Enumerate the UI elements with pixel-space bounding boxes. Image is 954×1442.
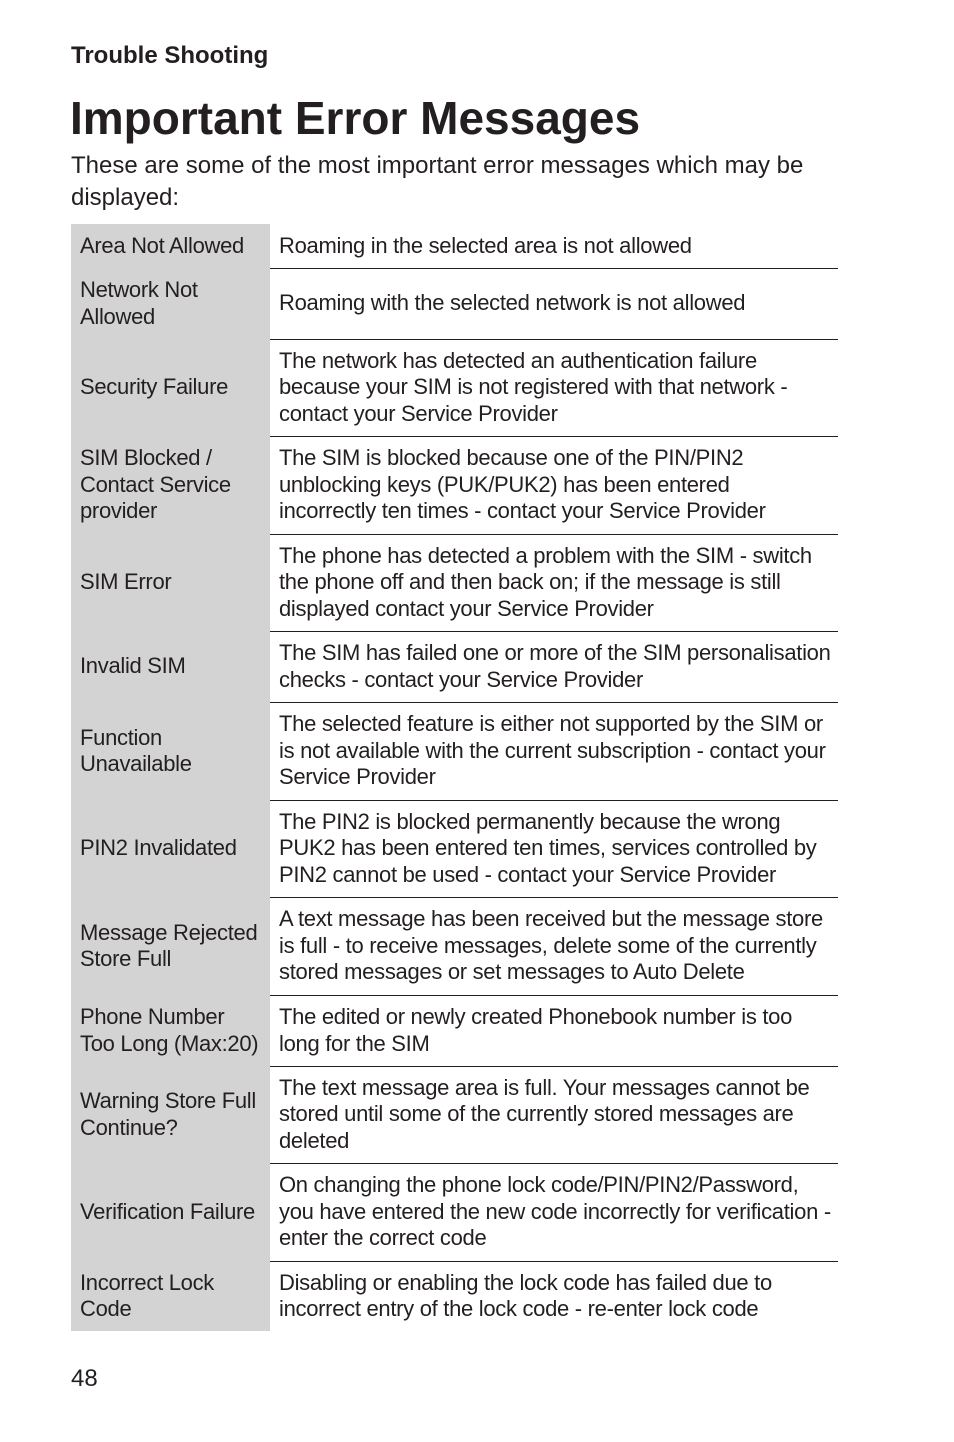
error-name: Network Not Allowed bbox=[71, 268, 270, 339]
table-row bbox=[71, 436, 838, 534]
error-description: The edited or newly created Phonebook number is too long for the SIM bbox=[270, 995, 838, 1066]
error-description: The PIN2 is blocked permanently because the wrong PUK2 has been entered ten times, services controlled by PIN2 cannot be used - contact your Service Provider bbox=[270, 800, 838, 897]
table-row bbox=[71, 1261, 838, 1331]
error-description: Roaming with the selected network is not allowed bbox=[270, 268, 838, 339]
error-name: Message Rejected Store Full bbox=[71, 897, 270, 995]
table-row bbox=[71, 339, 838, 436]
error-name: SIM Blocked / Contact Service provider bbox=[71, 436, 270, 534]
page-title: Important Error Messages bbox=[70, 92, 641, 144]
error-name: Area Not Allowed bbox=[71, 224, 270, 268]
error-description: The phone has detected a problem with the SIM - switch the phone off and then back on; if the message is still displayed contact your Service Provider bbox=[270, 534, 838, 631]
table-row bbox=[71, 800, 838, 897]
table-row bbox=[71, 1163, 838, 1261]
table-row bbox=[71, 897, 838, 995]
table-row bbox=[71, 268, 838, 339]
section-label: Trouble Shooting bbox=[71, 42, 269, 69]
table-row bbox=[71, 224, 838, 268]
error-description: Roaming in the selected area is not allowed bbox=[270, 224, 838, 268]
error-name: Security Failure bbox=[71, 339, 270, 436]
error-messages-table bbox=[71, 224, 838, 1331]
table-row bbox=[71, 631, 838, 702]
table-row bbox=[71, 1066, 838, 1163]
error-description: The selected feature is either not supported by the SIM or is not available with the current subscription - contact your Service Provider bbox=[270, 702, 838, 800]
error-name: Warning Store Full Continue? bbox=[71, 1066, 270, 1163]
error-name: Invalid SIM bbox=[71, 631, 270, 702]
error-name: Incorrect Lock Code bbox=[71, 1261, 270, 1331]
error-description: A text message has been received but the message store is full - to receive messages, delete some of the currently stored messages or set messages to Auto Delete bbox=[270, 897, 838, 995]
error-description: Disabling or enabling the lock code has failed due to incorrect entry of the lock code - re-enter lock code bbox=[279, 1269, 772, 1322]
error-description: The SIM has failed one or more of the SIM personalisation checks - contact your Service Provider bbox=[270, 631, 838, 702]
error-name: Phone Number Too Long (Max:20) bbox=[71, 995, 270, 1066]
error-name: Verification Failure bbox=[71, 1163, 270, 1261]
page-number: 48 bbox=[71, 1365, 98, 1392]
table-row bbox=[71, 702, 838, 800]
error-description: The text message area is full. Your messages cannot be stored until some of the currently stored messages are deleted bbox=[270, 1066, 838, 1163]
intro-text: These are some of the most important error messages which may be displayed: bbox=[71, 152, 804, 211]
error-name: SIM Error bbox=[71, 534, 270, 631]
error-name: Function Unavailable bbox=[71, 702, 270, 800]
error-name: PIN2 Invalidated bbox=[71, 800, 270, 897]
error-description: On changing the phone lock code/PIN/PIN2/Password, you have entered the new code incorrectly for verification - enter the correct code bbox=[270, 1163, 838, 1261]
table-row bbox=[71, 534, 838, 631]
table-row bbox=[71, 995, 838, 1066]
error-description: The network has detected an authentication failure because your SIM is not registered with that network - contact your Service Provider bbox=[270, 339, 838, 436]
error-description: The SIM is blocked because one of the PIN/PIN2 unblocking keys (PUK/PUK2) has been entered incorrectly ten times - contact your Service Provider bbox=[270, 436, 838, 534]
